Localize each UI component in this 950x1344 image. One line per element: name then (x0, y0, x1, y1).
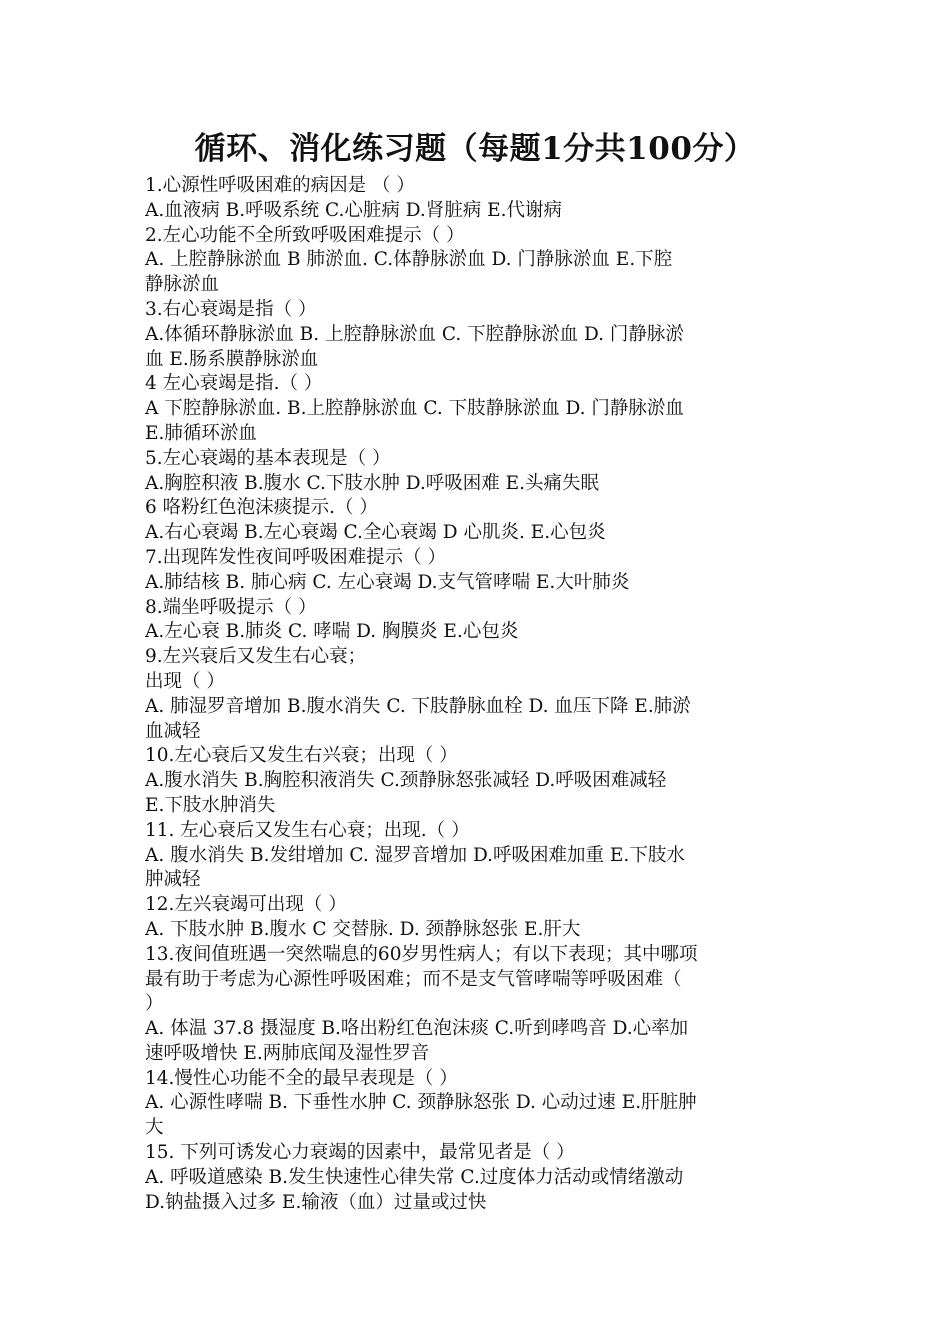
text-line: 血减轻 (145, 720, 201, 742)
text-line: A.腹水消失 B.胸腔积液消失 C.颈静脉怒张减轻 D.呼吸困难减轻 (145, 770, 667, 792)
text-line: 12.左兴衰竭可出现（ ） (145, 894, 347, 916)
text-line: 11. 左心衰后又发生右心衰；出现.（ ） (145, 819, 470, 841)
text-line: A.体循环静脉淤血 B. 上腔静脉淤血 C. 下腔静脉淤血 D. 门静脉淤 (145, 323, 684, 345)
text-line: 6 咯粉红色泡沫痰提示.（ ） (145, 497, 378, 519)
text-line: A 下腔静脉淤血. B.上腔静脉淤血 C. 下肢静脉淤血 D. 门静脉淤血 (145, 398, 684, 420)
text-line: A.血液病 B.呼吸系统 C.心脏病 D.肾脏病 E.代谢病 (145, 199, 563, 221)
text-line: A. 下肢水肿 B.腹水 C 交替脉. D. 颈静脉怒张 E.肝大 (145, 918, 581, 940)
text-line: A.左心衰 B.肺炎 C. 哮喘 D. 胸膜炎 E.心包炎 (145, 621, 519, 643)
document-body (145, 174, 809, 1215)
text-line: 速呼吸增快 E.两肺底闻及湿性罗音 (145, 1042, 430, 1064)
text-line: 3.右心衰竭是指（ ） (145, 298, 317, 320)
text-line: 出现（ ） (145, 670, 225, 692)
text-line: 肿减轻 (145, 869, 201, 891)
text-line: 13.夜间值班遇一突然喘息的60岁男性病人；有以下表现；其中哪项 (145, 943, 698, 965)
text-line: 1.心源性呼吸困难的病因是 （ ） (145, 175, 415, 196)
text-line: A. 心源性哮喘 B. 下垂性水肿 C. 颈静脉怒张 D. 心动过速 E.肝脏肿 (145, 1092, 697, 1114)
text-line: A. 呼吸道感染 B.发生快速性心律失常 C.过度体力活动或情绪激动 (145, 1166, 684, 1188)
text-line: 2.左心功能不全所致呼吸困难提示（ ） (145, 224, 465, 246)
text-line: 4 左心衰竭是指.（ ） (145, 373, 323, 395)
text-line: A.胸腔积液 B.腹水 C.下肢水肿 D.呼吸困难 E.头痛失眠 (145, 472, 600, 494)
document-title: 循环、消化练习题（每题1分共100分） (194, 131, 756, 167)
text-line: 15. 下列可诱发心力衰竭的因素中，最常见者是（ ） (145, 1142, 575, 1164)
text-line: 静脉淤血 (145, 274, 220, 296)
text-line: A. 体温 37.8 摄湿度 B.咯出粉红色泡沫痰 C.听到哮鸣音 D.心率加 (145, 1018, 689, 1040)
text-line: 5.左心衰竭的基本表现是（ ） (145, 447, 391, 469)
text-line: 最有助于考虑为心源性呼吸困难；而不是支气管哮喘等呼吸困难（ (145, 968, 682, 990)
text-line: 14.慢性心功能不全的最早表现是（ ） (145, 1067, 458, 1089)
text-line: A.右心衰竭 B.左心衰竭 C.全心衰竭 D 心肌炎. E.心包炎 (145, 522, 606, 544)
text-line: E.肺循环淤血 (145, 422, 257, 444)
text-line: 9.左兴衰后又发生右心衰； (145, 646, 367, 668)
text-line: E.下肢水肿消失 (145, 794, 276, 816)
text-line: ） (145, 993, 164, 1015)
text-line: 8.端坐呼吸提示（ ） (145, 596, 317, 618)
text-line: D.钠盐摄入过多 E.输液（血）过量或过快 (145, 1191, 487, 1213)
text-line: 血 E.肠系膜静脉淤血 (145, 348, 319, 370)
text-line: 7.出现阵发性夜间呼吸困难提示（ ） (145, 546, 447, 568)
text-line: A. 肺湿罗音增加 B.腹水消失 C. 下肢静脉血栓 D. 血压下降 E.肺淤 (145, 695, 691, 717)
text-line: A.肺结核 B. 肺心病 C. 左心衰竭 D.支气管哮喘 E.大叶肺炎 (145, 571, 630, 593)
text-line: 大 (145, 1117, 164, 1139)
text-line: 10.左心衰后又发生右兴衰；出现（ ） (145, 745, 458, 767)
text-line: A. 上腔静脉淤血 B 肺淤血. C.体静脉淤血 D. 门静脉淤血 E.下腔 (145, 249, 673, 271)
text-line: A. 腹水消失 B.发绀增加 C. 湿罗音增加 D.呼吸困难加重 E.下肢水 (145, 844, 685, 866)
